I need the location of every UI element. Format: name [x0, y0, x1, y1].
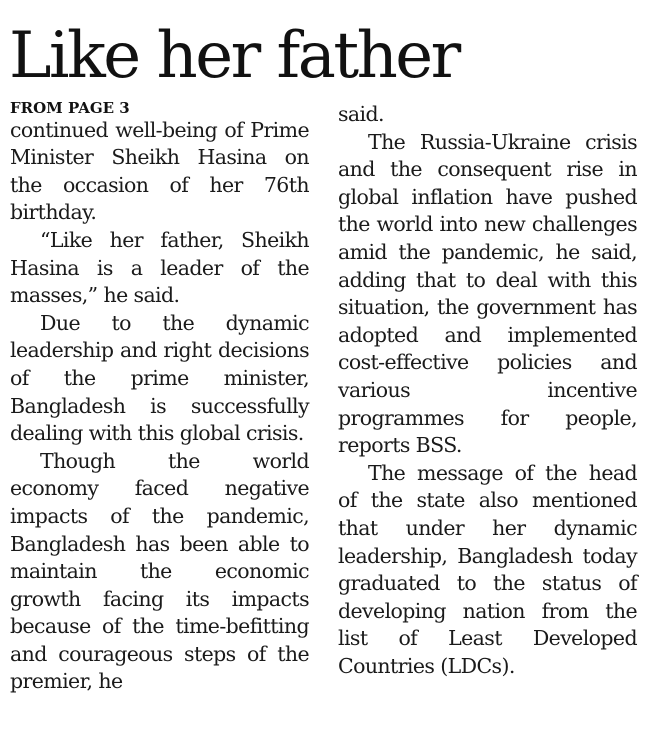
paragraph-said: said. — [338, 102, 384, 126]
paragraph-leadership: Due to the dynamic leadership and right decisions of the prime minister, Bangladesh is successfully dealing with this global crisis. — [10, 310, 309, 446]
paragraph-quote: “Like her father, Sheikh Hasina is a leader of the masses,” he said. — [10, 227, 309, 308]
article-column-left — [10, 101, 309, 696]
headline: Like her father — [9, 19, 459, 93]
paragraph-economy: Though the world economy faced negative impacts of the pandemic, Bangladesh has been able to maintain the economic growth facing its impacts because of the time-befitting and courageous steps of the premier, he — [10, 448, 309, 694]
paragraph-russia-ukraine: The Russia-Ukraine crisis and the consequent rise in global inflation have pushed the world into new challenges amid the pandemic, he said, adding that to deal with this situation, the government has adopted and implemented cost-effective policies and various incentive programmes for people, reports BSS. — [338, 129, 637, 458]
jump-line: FROM PAGE 3 — [10, 99, 130, 117]
paragraph-continued: continued well-being of Prime Minister Sheikh Hasina on the occasion of her 76th birthday. — [10, 117, 309, 225]
article-column-right — [338, 101, 637, 680]
paragraph-ldc: The message of the head of the state also mentioned that under her dynamic leadership, Bangladesh today graduated to the status of developing nation from the list of Least Developed Countries (LDCs). — [338, 460, 637, 678]
